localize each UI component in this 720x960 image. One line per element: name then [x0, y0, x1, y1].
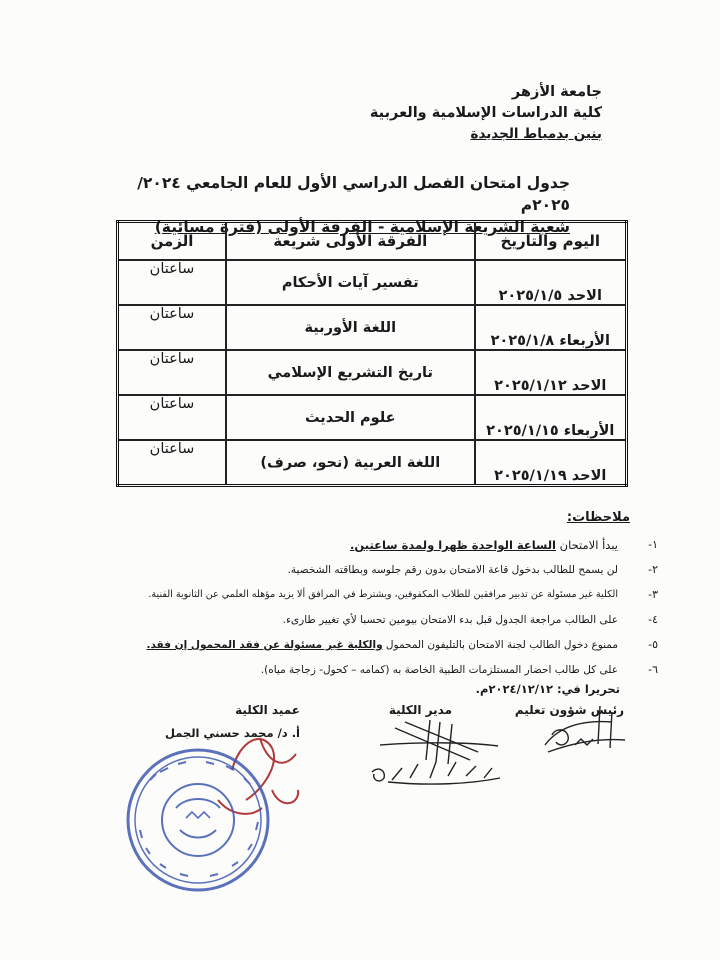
row-subject: تفسير آيات الأحكام: [226, 260, 475, 305]
note-text: على كل طالب احضار المستلزمات الطبية الخاصة به (كمامه – كحول- زجاجة مياه).: [260, 664, 618, 676]
note-text: يبدأ الامتحان: [556, 538, 618, 552]
college-stamp: [128, 750, 268, 890]
row-date: الاحد ٢٠٢٥/١/٥: [475, 260, 627, 305]
note-number: ٥-: [648, 638, 658, 651]
row-duration: ساعتان: [118, 395, 227, 440]
header-date: اليوم والتاريخ: [475, 222, 627, 261]
row-date: الأربعاء ٢٠٢٥/١/١٥: [475, 395, 627, 440]
issue-date: تحريرا في: ٢٠٢٤/١٢/١٢م.: [475, 682, 620, 696]
note-text: ممنوع دخول الطالب لجنة الامتحان بالتليفون المحمول: [382, 639, 618, 651]
note-number: ٤-: [648, 613, 658, 626]
row-subject: علوم الحديث: [226, 395, 475, 440]
college-manager-signature: [372, 720, 500, 784]
note-number: ١-: [648, 538, 658, 551]
row-duration: ساعتان: [118, 260, 227, 305]
header-duration: الزمن: [118, 222, 227, 261]
dean-label: عميد الكلية: [235, 703, 300, 717]
note-emphasis: والكلية غير مسئولة عن فقد المحمول إن فقد.: [146, 639, 383, 651]
education-head-label: رئيس شؤون تعليم: [514, 703, 624, 717]
note-text: على الطالب مراجعة الجدول قبل بدء الامتحان بيومين تحسبا لأي تغيير طارىء.: [282, 614, 618, 626]
notes-heading: ملاحظات:: [566, 510, 630, 525]
note-text: الكلية غير مسئولة عن تدبير مرافقين للطلاب المكفوفين، ويشترط في المرافق ألا يزيد مؤهله العلمي عن الثانوية الفنية.: [148, 589, 618, 600]
row-subject: تاريخ التشريع الإسلامي: [226, 350, 475, 395]
row-subject: اللغة الأوربية: [226, 305, 475, 350]
note-text: لن يسمح للطالب بدخول قاعة الامتحان بدون رقم جلوسه وبطاقته الشخصية.: [287, 564, 618, 576]
note-number: ٣-: [648, 588, 658, 601]
college-name: كلية الدراسات الإسلامية والعربية: [369, 105, 602, 121]
row-subject: اللغة العربية (نحو، صرف): [226, 440, 475, 486]
title-line-2: شعبة الشريعة الإسلامية - الفرقة الأولى (فترة مسائية): [154, 218, 570, 236]
row-duration: ساعتان: [118, 350, 227, 395]
branch-name: بنين بدمياط الجديدة: [470, 126, 602, 142]
header-subject: الفرقة الأولى شريعة: [226, 222, 475, 261]
university-name: جامعة الأزهر: [511, 84, 602, 100]
row-duration: ساعتان: [118, 440, 227, 486]
row-date: الاحد ٢٠٢٥/١/١٩: [475, 440, 627, 486]
row-duration: ساعتان: [118, 305, 227, 350]
title-line-1: جدول امتحان الفصل الدراسي الأول للعام الجامعي ٢٠٢٤/ ٢٠٢٥م: [137, 174, 570, 214]
note-number: ٢-: [648, 563, 658, 576]
row-date: الأربعاء ٢٠٢٥/١/٨: [475, 305, 627, 350]
college-manager-label: مدير الكلية: [388, 703, 452, 717]
dean-name: أ. د/ محمد حسني الجمل: [164, 726, 300, 740]
note-number: ٦-: [648, 663, 658, 676]
education-head-signature: [545, 706, 625, 752]
row-date: الاحد ٢٠٢٥/١/١٢: [475, 350, 627, 395]
note-emphasis: الساعة الواحدة ظهرا ولمدة ساعتين.: [350, 538, 557, 552]
